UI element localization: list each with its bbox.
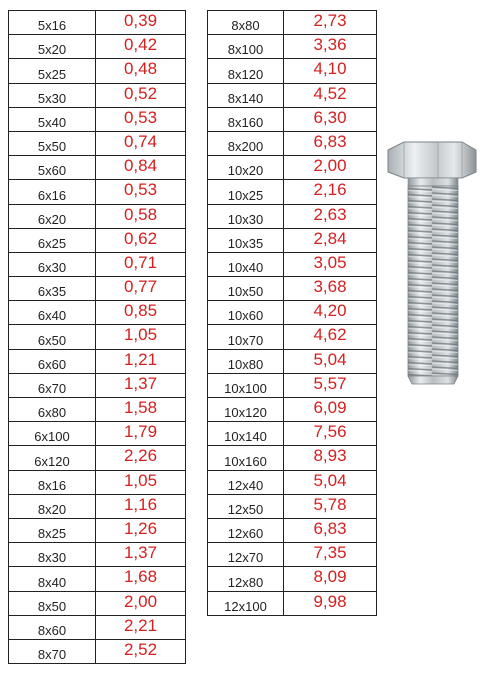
- table-row: [9, 494, 186, 518]
- price-cell: 1,79: [96, 422, 186, 446]
- bolt-size-cell: 5x40: [9, 107, 96, 131]
- price-cell: 1,16: [96, 494, 186, 518]
- bolt-size-cell: 6x60: [9, 349, 96, 373]
- table-row: [9, 180, 186, 204]
- price-cell: 2,52: [96, 639, 186, 663]
- price-cell: 2,00: [96, 591, 186, 615]
- bolt-size-cell: 12x40: [208, 470, 284, 494]
- table-row: [9, 11, 186, 35]
- bolt-size-cell: 5x50: [9, 131, 96, 155]
- table-row: [9, 107, 186, 131]
- table-row: [9, 567, 186, 591]
- table-row: [9, 518, 186, 542]
- table-row: [208, 83, 377, 107]
- price-cell: 1,68: [96, 567, 186, 591]
- bolt-size-cell: 8x120: [208, 59, 284, 83]
- bolt-size-cell: 10x25: [208, 180, 284, 204]
- table-row: [9, 131, 186, 155]
- price-cell: 0,52: [96, 83, 186, 107]
- hex-bolt-icon: [382, 138, 482, 388]
- table-row: [9, 446, 186, 470]
- bolt-size-cell: 10x30: [208, 204, 284, 228]
- price-cell: 1,05: [96, 470, 186, 494]
- bolt-size-cell: 8x160: [208, 107, 284, 131]
- bolt-size-cell: 10x60: [208, 301, 284, 325]
- price-cell: 2,84: [284, 228, 377, 252]
- price-cell: 6,83: [284, 131, 377, 155]
- price-cell: 3,68: [284, 277, 377, 301]
- price-cell: 2,26: [96, 446, 186, 470]
- price-cell: 5,78: [284, 494, 377, 518]
- bolt-size-cell: 12x60: [208, 518, 284, 542]
- price-cell: 1,26: [96, 518, 186, 542]
- table-row: [9, 325, 186, 349]
- table-row: [9, 156, 186, 180]
- price-cell: 5,04: [284, 470, 377, 494]
- table-row: [9, 301, 186, 325]
- bolt-size-cell: 10x160: [208, 446, 284, 470]
- table-row: [208, 398, 377, 422]
- table-row: [208, 277, 377, 301]
- bolt-size-cell: 10x40: [208, 252, 284, 276]
- table-row: [9, 228, 186, 252]
- price-cell: 9,98: [284, 591, 377, 615]
- bolt-size-cell: 10x100: [208, 373, 284, 397]
- price-cell: 0,77: [96, 277, 186, 301]
- bolt-size-cell: 6x100: [9, 422, 96, 446]
- price-cell: 0,53: [96, 107, 186, 131]
- bolt-size-cell: 8x25: [9, 518, 96, 542]
- price-table-left: [8, 10, 186, 664]
- price-cell: 2,73: [284, 11, 377, 35]
- price-cell: 8,93: [284, 446, 377, 470]
- table-row: [9, 398, 186, 422]
- bolt-size-cell: 10x20: [208, 156, 284, 180]
- bolt-size-cell: 8x200: [208, 131, 284, 155]
- price-cell: 8,09: [284, 567, 377, 591]
- price-cell: 4,62: [284, 325, 377, 349]
- table-row: [9, 204, 186, 228]
- bolt-size-cell: 8x100: [208, 35, 284, 59]
- bolt-size-cell: 5x30: [9, 83, 96, 107]
- price-cell: 5,57: [284, 373, 377, 397]
- price-cell: 6,83: [284, 518, 377, 542]
- bolt-size-cell: 10x140: [208, 422, 284, 446]
- table-row: [208, 301, 377, 325]
- bolt-size-cell: 10x50: [208, 277, 284, 301]
- bolt-size-cell: 8x50: [9, 591, 96, 615]
- bolt-size-cell: 10x35: [208, 228, 284, 252]
- price-cell: 3,05: [284, 252, 377, 276]
- price-cell: 0,53: [96, 180, 186, 204]
- bolt-size-cell: 6x50: [9, 325, 96, 349]
- table-row: [208, 494, 377, 518]
- table-row: [9, 252, 186, 276]
- bolt-size-cell: 12x50: [208, 494, 284, 518]
- table-row: [208, 373, 377, 397]
- bolt-size-cell: 6x30: [9, 252, 96, 276]
- bolt-size-cell: 8x40: [9, 567, 96, 591]
- table-row: [208, 543, 377, 567]
- table-row: [208, 252, 377, 276]
- bolt-size-cell: 10x70: [208, 325, 284, 349]
- bolt-size-cell: 8x140: [208, 83, 284, 107]
- price-table-right-body: [208, 11, 377, 616]
- price-cell: 3,36: [284, 35, 377, 59]
- price-cell: 1,58: [96, 398, 186, 422]
- table-row: [208, 325, 377, 349]
- price-cell: 0,84: [96, 156, 186, 180]
- price-cell: 0,58: [96, 204, 186, 228]
- bolt-size-cell: 6x25: [9, 228, 96, 252]
- table-row: [9, 373, 186, 397]
- price-cell: 4,10: [284, 59, 377, 83]
- table-row: [208, 422, 377, 446]
- table-row: [208, 518, 377, 542]
- table-row: [9, 277, 186, 301]
- bolt-size-cell: 5x25: [9, 59, 96, 83]
- price-cell: 2,16: [284, 180, 377, 204]
- price-cell: 0,42: [96, 35, 186, 59]
- table-row: [208, 156, 377, 180]
- price-cell: 6,09: [284, 398, 377, 422]
- table-row: [208, 349, 377, 373]
- table-row: [9, 83, 186, 107]
- bolt-size-cell: 12x100: [208, 591, 284, 615]
- bolt-size-cell: 6x40: [9, 301, 96, 325]
- table-row: [9, 349, 186, 373]
- bolt-size-cell: 8x60: [9, 615, 96, 639]
- table-row: [208, 180, 377, 204]
- bolt-size-cell: 8x70: [9, 639, 96, 663]
- price-cell: 1,37: [96, 543, 186, 567]
- bolt-size-cell: 10x80: [208, 349, 284, 373]
- bolt-size-cell: 8x20: [9, 494, 96, 518]
- price-cell: 4,52: [284, 83, 377, 107]
- table-row: [208, 446, 377, 470]
- bolt-size-cell: 6x20: [9, 204, 96, 228]
- price-cell: 0,74: [96, 131, 186, 155]
- bolt-size-cell: 12x70: [208, 543, 284, 567]
- table-row: [208, 591, 377, 615]
- table-row: [9, 591, 186, 615]
- bolt-size-cell: 8x16: [9, 470, 96, 494]
- table-row: [208, 204, 377, 228]
- table-row: [208, 107, 377, 131]
- price-cell: 5,04: [284, 349, 377, 373]
- bolt-size-cell: 6x120: [9, 446, 96, 470]
- table-row: [9, 639, 186, 663]
- price-cell: 6,30: [284, 107, 377, 131]
- price-cell: 0,71: [96, 252, 186, 276]
- table-row: [208, 59, 377, 83]
- bolt-size-cell: 12x80: [208, 567, 284, 591]
- bolt-size-cell: 6x16: [9, 180, 96, 204]
- bolt-size-cell: 8x80: [208, 11, 284, 35]
- bolt-size-cell: 6x70: [9, 373, 96, 397]
- bolt-size-cell: 8x30: [9, 543, 96, 567]
- price-cell: 0,39: [96, 11, 186, 35]
- price-cell: 2,00: [284, 156, 377, 180]
- bolt-size-cell: 10x120: [208, 398, 284, 422]
- price-cell: 0,85: [96, 301, 186, 325]
- price-cell: 2,21: [96, 615, 186, 639]
- table-row: [208, 131, 377, 155]
- bolt-size-cell: 5x16: [9, 11, 96, 35]
- price-cell: 1,05: [96, 325, 186, 349]
- table-row: [208, 35, 377, 59]
- price-cell: 4,20: [284, 301, 377, 325]
- table-row: [9, 35, 186, 59]
- price-cell: 0,48: [96, 59, 186, 83]
- table-row: [9, 59, 186, 83]
- table-row: [9, 422, 186, 446]
- bolt-size-cell: 5x20: [9, 35, 96, 59]
- table-row: [208, 11, 377, 35]
- price-cell: 1,21: [96, 349, 186, 373]
- price-cell: 7,56: [284, 422, 377, 446]
- bolt-size-cell: 5x60: [9, 156, 96, 180]
- table-row: [208, 470, 377, 494]
- price-cell: 2,63: [284, 204, 377, 228]
- table-row: [208, 228, 377, 252]
- bolt-size-cell: 6x35: [9, 277, 96, 301]
- price-cell: 7,35: [284, 543, 377, 567]
- table-row: [9, 543, 186, 567]
- table-row: [9, 615, 186, 639]
- price-table-right: [207, 10, 377, 616]
- price-cell: 0,62: [96, 228, 186, 252]
- price-cell: 1,37: [96, 373, 186, 397]
- table-row: [208, 567, 377, 591]
- bolt-size-cell: 6x80: [9, 398, 96, 422]
- table-row: [9, 470, 186, 494]
- price-table-left-body: [9, 11, 186, 664]
